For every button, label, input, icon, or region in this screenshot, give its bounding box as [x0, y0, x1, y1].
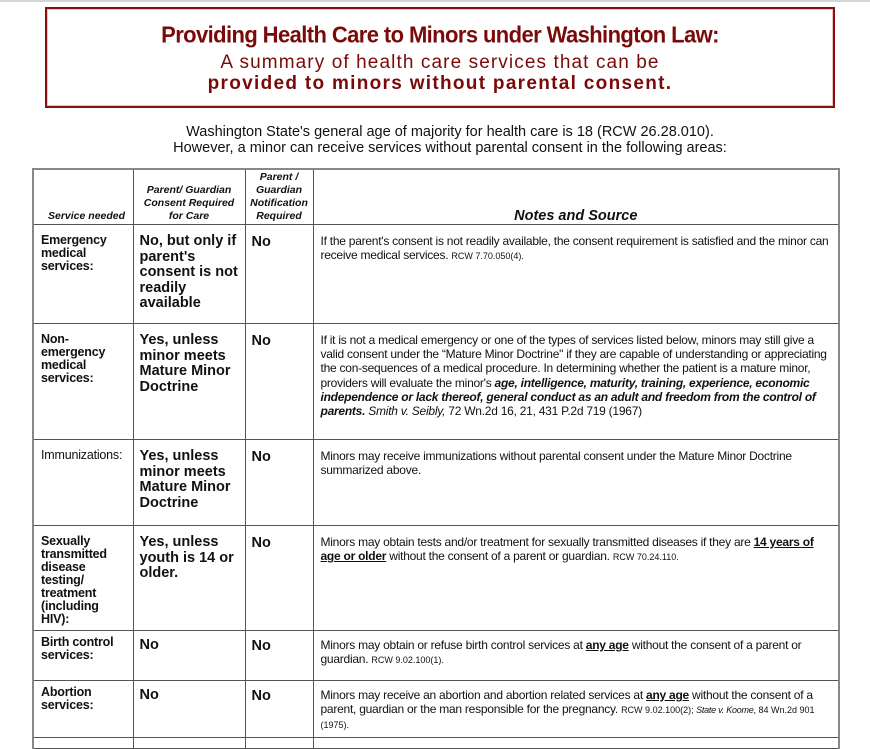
case-name: State v. Koome	[696, 705, 754, 716]
table-row	[33, 631, 839, 681]
service-line: Non-emergency	[41, 332, 106, 359]
notes-underline: any age	[646, 688, 689, 702]
notes-text: without the consent of a parent, guardian or the man responsible for the pregnancy.	[320, 688, 813, 717]
service-line: disease testing/	[41, 560, 86, 587]
notes-cell	[313, 225, 839, 324]
citation: RCW 7.70.050(4).	[451, 251, 524, 262]
header-service-needed: Service needed	[33, 169, 133, 225]
table-row	[33, 440, 839, 526]
service-cell	[33, 526, 133, 631]
table-row	[33, 225, 839, 324]
service-cell	[33, 631, 133, 681]
service-line: medical	[41, 358, 87, 372]
consent-cell: No, but only if parent's consent is not readily available	[133, 225, 245, 324]
consent-cell: No	[133, 681, 245, 738]
table-row	[33, 526, 839, 631]
service-cell	[33, 225, 133, 324]
notes-underline: any age	[585, 638, 629, 652]
service-line: services:	[41, 698, 94, 712]
service-line: Sexually	[41, 534, 91, 548]
intro-line-1: Washington State's general age of majority for health care is 18 (RCW 26.28.010).	[186, 124, 714, 140]
header-notes-and-source: Notes and Source	[313, 169, 839, 225]
header-notification-line: Guardian	[255, 184, 303, 196]
intro-line-2: However, a minor can receive services without parental consent in the following areas:	[173, 140, 727, 156]
notification-cell: No	[245, 225, 313, 324]
service-line: transmitted	[41, 547, 107, 561]
notification-cell: No	[245, 440, 313, 526]
service-line: medical	[41, 246, 87, 260]
notes-text: Minors may receive immunizations without parental consent under the Mature Minor Doctrine summarized above.	[320, 449, 792, 478]
page-top-rule	[0, 0, 870, 2]
table-row	[33, 681, 839, 738]
notes-underline: 14 years of age or older	[320, 535, 814, 564]
service-cell	[33, 324, 133, 440]
notification-cell: No	[245, 681, 313, 738]
services-table	[32, 168, 840, 749]
document-title: Providing Health Care to Minors under Washington Law:	[161, 21, 719, 48]
citation: RCW 9.02.100(2);	[621, 705, 697, 716]
service-cell	[33, 440, 133, 526]
header-consent-line: for Care	[168, 210, 210, 222]
service-line: services:	[41, 648, 94, 662]
service-line: Abortion	[41, 685, 92, 699]
consent-cell: Yes, unless youth is 14 or older.	[133, 526, 245, 631]
notification-cell: No	[245, 526, 313, 631]
notes-emphasis: age, intelligence, maturity, training, experience, economic independence or lack thereof, general conduct as an adult and freedom from the control of parents.	[320, 375, 816, 419]
service-line: services:	[41, 259, 94, 273]
consent-cell: Yes, unless minor meets Mature Minor Doctrine	[133, 440, 245, 526]
notes-text: without the consent of a parent or guardian.	[320, 638, 802, 667]
notes-cell	[313, 631, 839, 681]
service-line: treatment	[41, 586, 97, 600]
service-cell	[33, 681, 133, 738]
header-notification-line: Required	[256, 210, 302, 222]
notes-text: without the consent of a parent or guardian.	[386, 549, 613, 564]
header-consent-required	[133, 169, 245, 225]
table-header-row	[33, 169, 839, 225]
title-box	[45, 7, 835, 108]
header-notification-line: Notification	[250, 197, 308, 209]
service-line: Birth control	[41, 635, 114, 649]
notification-cell: No	[245, 324, 313, 440]
service-line: (including HIV):	[41, 599, 99, 626]
notes-text: Minors may obtain or refuse birth control services at	[320, 638, 586, 652]
citation: RCW 9.02.100(1).	[371, 655, 444, 666]
empty-cell	[133, 737, 245, 748]
citation: 72 Wn.2d 16, 21, 431 P.2d 719 (1967)	[445, 404, 642, 419]
notes-text: Minors may obtain tests and/or treatment for sexually transmitted diseases if they are	[320, 535, 754, 549]
header-consent-line: Parent/ Guardian	[146, 184, 232, 196]
notes-cell	[313, 324, 839, 440]
service-line: Emergency	[41, 233, 107, 247]
notes-text: Minors may receive an abortion and abortion related services at	[320, 688, 647, 702]
header-notification-line: Parent /	[259, 171, 299, 183]
citation: RCW 70.24.110.	[612, 552, 679, 563]
document-subtitle-line1: A summary of health care services that can be	[220, 52, 660, 73]
notes-text: If the parent's consent is not readily available, the consent requirement is satisfied and the minor can receive medical services.	[320, 234, 829, 263]
notification-cell: No	[245, 631, 313, 681]
empty-cell	[313, 737, 839, 748]
case-name: Smith v. Seibly,	[365, 404, 446, 419]
service-line: services:	[41, 371, 94, 385]
table-row	[33, 324, 839, 440]
notes-cell	[313, 526, 839, 631]
empty-cell	[245, 737, 313, 748]
intro-text	[100, 124, 800, 156]
notes-text: If it is not a medical emergency or one of the types of services listed below, minors may still give a valid consent under the “Mature Minor Doctrine" if they are capable of understanding or appreciating the con-sequences of a medical procedure. In determining whether the patient is a mature minor, providers will evaluate the minor's	[320, 333, 827, 390]
document-subtitle-line2: provided to minors without parental consent.	[207, 73, 673, 94]
consent-cell: Yes, unless minor meets Mature Minor Doctrine	[133, 324, 245, 440]
notes-cell	[313, 681, 839, 738]
header-notification-required	[245, 169, 313, 225]
header-consent-line: Consent Required	[143, 197, 235, 209]
citation: , 84 Wn.2d 901 (1975).	[320, 705, 815, 731]
table-row-partial	[33, 737, 839, 748]
service-line: Immunizations:	[41, 448, 123, 462]
notes-cell	[313, 440, 839, 526]
empty-cell	[33, 737, 133, 748]
consent-cell: No	[133, 631, 245, 681]
